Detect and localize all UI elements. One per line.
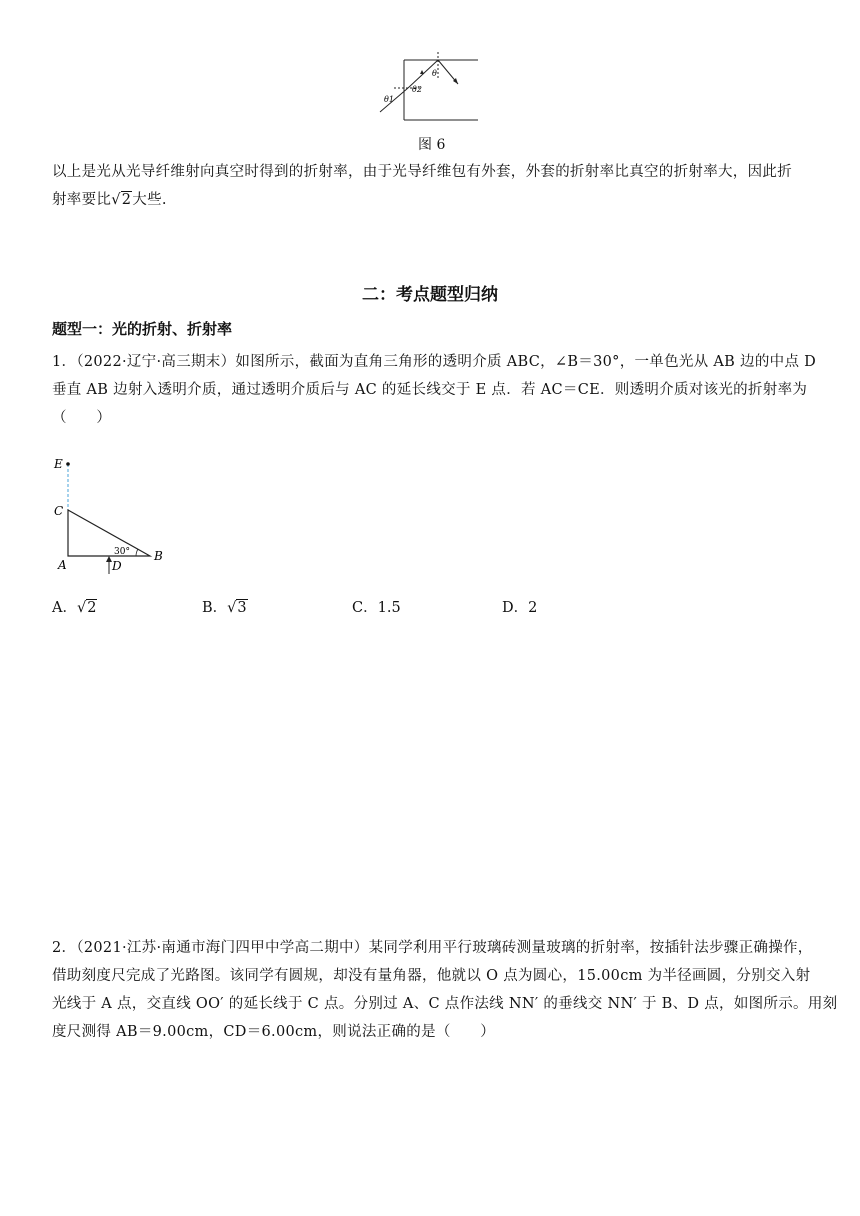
- intro-line-1: 以上是光从光导纤维射向真空时得到的折射率，由于光导纤维包有外套，外套的折射率比真空的折射率大，因此折: [52, 164, 792, 180]
- theta1-label: θ1: [384, 95, 394, 104]
- question-2-line-3: 光线于 A 点，交直线 OO′ 的延长线于 C 点。分别过 A、C 点作法线 NN′ 的垂线交 NN′ 于 B、D 点，如图所示。用刻: [52, 996, 838, 1012]
- question-2-text: [52, 934, 838, 1046]
- option-d-letter: D．: [502, 600, 529, 616]
- theta2-label: θ2: [412, 85, 422, 94]
- figure-6-diagram: [378, 50, 480, 126]
- option-b-radicand: 3: [237, 600, 247, 616]
- option-b[interactable]: [202, 596, 248, 617]
- intro-paragraph: [52, 158, 812, 214]
- label-E: E: [54, 457, 63, 471]
- label-B: B: [154, 549, 163, 563]
- section-title: 二：考点题型归纳: [362, 285, 498, 305]
- option-a[interactable]: [52, 596, 97, 617]
- option-a-letter: A．: [52, 600, 77, 616]
- option-a-sqrt: √2: [76, 600, 97, 616]
- option-d[interactable]: [502, 596, 537, 617]
- question-1-text: [52, 348, 817, 432]
- theta-label: θ: [432, 69, 437, 78]
- option-d-value: 2: [528, 600, 538, 616]
- figure-6-caption: 图 6: [418, 137, 446, 153]
- angle-label: 30°: [114, 547, 130, 557]
- intro-line-2: [52, 186, 812, 214]
- option-b-sqrt: √3: [227, 600, 247, 616]
- label-C: C: [54, 504, 64, 518]
- question-1-line-1: 1．（2022·辽宁·高三期末）如图所示，截面为直角三角形的透明介质 ABC，∠B＝30°，一单色光从 AB 边的中点 D: [52, 354, 817, 370]
- sqrt-expression: √2: [111, 192, 132, 208]
- label-D: D: [112, 559, 122, 573]
- option-c[interactable]: [352, 596, 401, 617]
- option-b-letter: B．: [202, 600, 228, 616]
- intro-line-2-pre: 射率要比: [52, 192, 112, 208]
- sqrt-radicand: 2: [121, 192, 132, 208]
- question-2-line-1: 2．（2021·江苏·南通市海门四甲中学高二期中）某同学利用平行玻璃砖测量玻璃的折射率，按插针法步骤正确操作，: [52, 940, 813, 956]
- question-1-line-2: 垂直 AB 边射入透明介质，通过透明介质后与 AC 的延长线交于 E 点．若 AC＝CE．则透明介质对该光的折射率为: [52, 382, 808, 398]
- option-a-radicand: 2: [87, 600, 97, 616]
- question-2-line-2: 借助刻度尺完成了光路图。该同学有圆规，却没有量角器，他就以 O 点为圆心，15.00cm 为半径画圆，分别交入射: [52, 968, 811, 984]
- question-2-line-4: 度尺测得 AB＝9.00cm，CD＝6.00cm，则说法正确的是（ ）: [52, 1024, 496, 1040]
- option-c-letter: C．: [352, 600, 378, 616]
- label-A: A: [58, 558, 67, 572]
- question-1-line-3: （ ）: [52, 410, 112, 426]
- intro-line-2-post: 大些.: [132, 192, 167, 208]
- question-type-heading: 题型一：光的折射、折射率: [52, 320, 233, 338]
- question-1-triangle-diagram: [50, 452, 170, 576]
- option-c-value: 1.5: [377, 600, 401, 616]
